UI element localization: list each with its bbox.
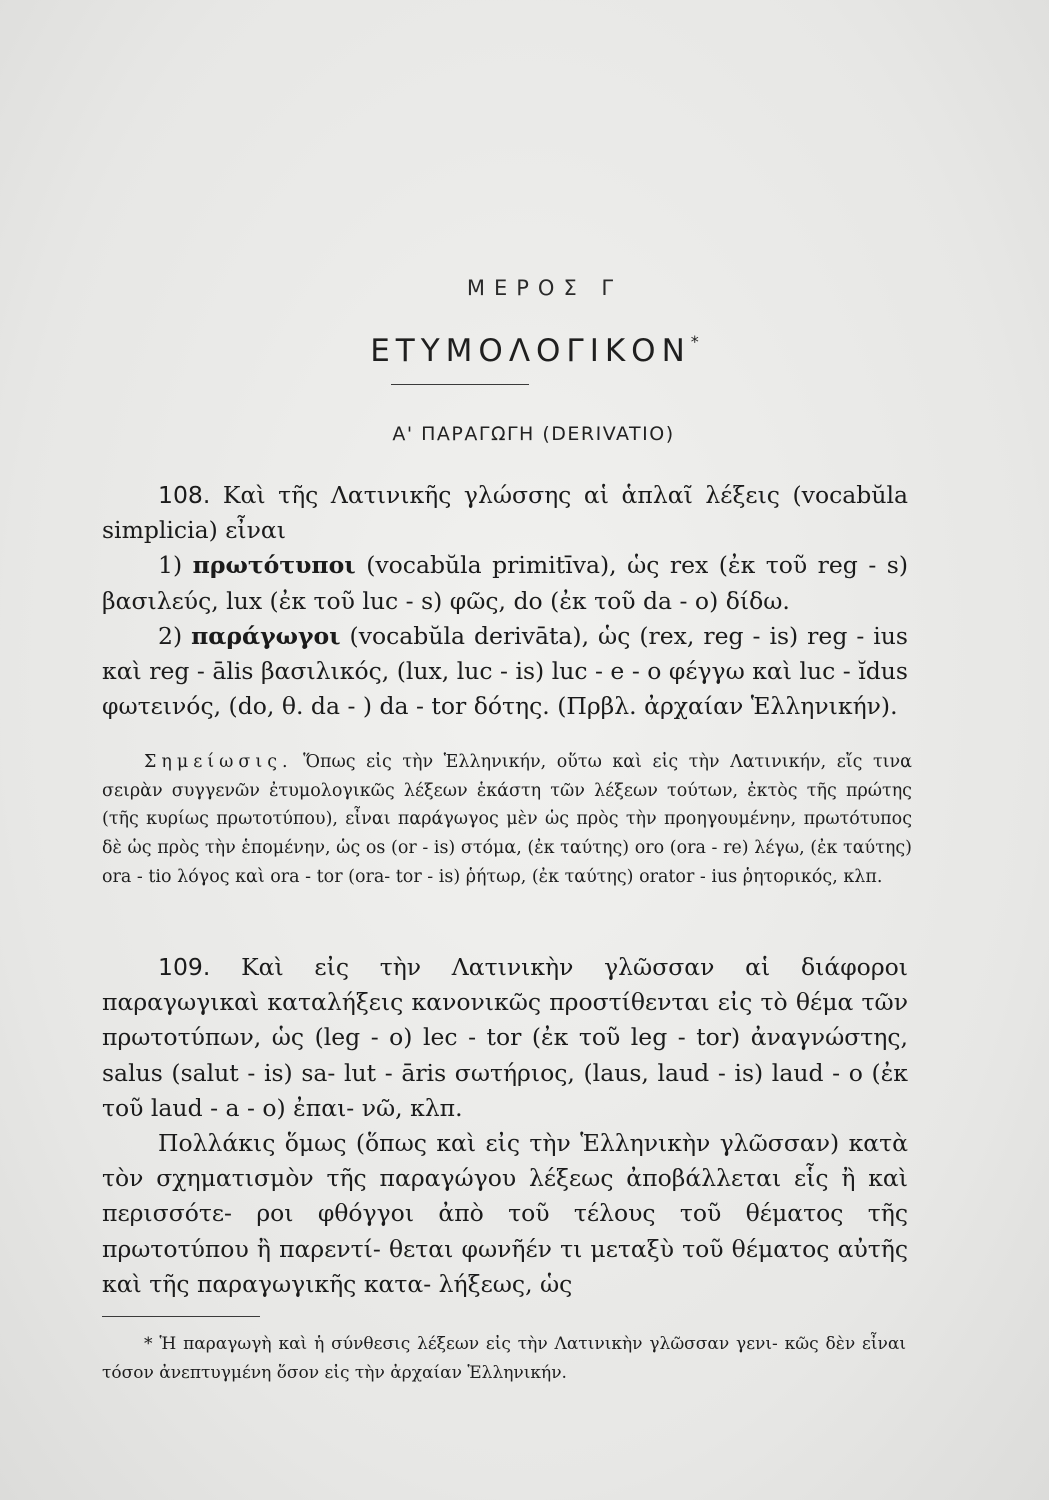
footnote-text: Ἡ παραγωγὴ καὶ ἡ σύνθεσις λέξεων εἰς τὴν Λατινικὴν γλῶσσαν γενι- κῶς δὲν εἶναι τόσον ἀνεπτυγμένη ὅσον εἰς τὴν ἀρχαίαν Ἑλληνικήν.: [102, 1334, 907, 1383]
section-number: 108.: [158, 481, 211, 509]
footnote-rule: [102, 1316, 260, 1317]
paragraph-text: Καὶ εἰς τὴν Λατινικὴν γλῶσσαν αἱ διάφοροι παραγωγικαὶ καταλήξεις κανονικῶς προστίθενται εἰς τὸ θέμα τῶν πρωτοτύπων, ὡς (leg - o) lec - tor (ἐκ τοῦ leg - tor) ἀναγνώστης, salus (salut - is) sa- lut - āris σωτήριος, (laus, laud - is) laud - o (ἐκ τοῦ laud - a - o) ἐπαι- νῶ, κλπ.: [102, 953, 908, 1122]
item-derivative: [102, 619, 908, 725]
section-109: [102, 950, 908, 1302]
chapter-title: [0, 332, 1049, 369]
remark-paragraph: [102, 748, 912, 892]
section-109-para-2: Πολλάκις ὅμως (ὅπως καὶ εἰς τὴν Ἑλληνικὴν γλῶσσαν) κατὰ τὸν σχηματισμὸν τῆς παραγώγου λέξεως ἀποβάλλεται εἷς ἢ καὶ περισσότε- ροι φθόγγοι ἀπὸ τοῦ τέλους τοῦ θέματος τῆς πρωτοτύπου ἢ παρεντί- θεται φωνῆέν τι μεταξὺ τοῦ θέματος αὐτῆς καὶ τῆς παραγωγικῆς κατα- λήξεως, ὡς: [102, 1129, 908, 1298]
item-number: 2): [158, 621, 183, 650]
section-number: 109.: [158, 953, 211, 981]
remark-text: Ὅπως εἰς τὴν Ἑλληνικήν, οὕτω καὶ εἰς τὴν Λατινικήν, εἴς τινα σειρὰν συγγενῶν ἐτυμολογικῶς λέξεων ἑκάστη τῶν λέξεων τούτων, ἐκτὸς τῆς πρώτης (τῆς κυρίως πρωτοτύπου), εἶναι παράγωγος μὲν ὡς πρὸς τὴν προηγουμένην, πρωτότυπος δὲ ὡς πρὸς τὴν ἑπομένην, ὡς os (or - is) στόμα, (ἐκ ταύτης) oro (ora - re) λέγω, (ἐκ ταύτης) ora - tio λόγος καὶ ora - tor (ora- tor - is) ῥήτωρ, (ἐκ ταύτης) orator - ius ῥητορικός, κλπ.: [102, 752, 912, 887]
footnote: [102, 1330, 906, 1388]
item-number: 1): [158, 551, 183, 580]
item-text: (vocabŭla primitīva), ὡς rex (ἐκ τοῦ reg - s) βασιλεύς, lux (ἐκ τοῦ luc - s) φῶς, do (ἐκ τοῦ da - o) δίδω.: [102, 551, 908, 615]
term-derivative: παράγωγοι: [191, 621, 341, 650]
intro-text: Καὶ τῆς Λατινικῆς γλώσσης αἱ ἁπλαῖ λέξεις (vocabŭla simplicia) εἶναι: [102, 481, 908, 545]
term-primitive: πρωτότυποι: [192, 551, 356, 580]
part-heading: ΜΕΡΟΣ Γ: [466, 276, 623, 300]
footnote-paragraph: [102, 1330, 906, 1388]
item-text: (vocabŭla derivāta), ὡς (rex, reg - is) reg - ius καὶ reg - ālis βασιλικός, (lux, luc - is) luc - e - o φέγγω καὶ luc - ĭdus φωτεινός, (do, θ. da - ) da - tor δότης. (Πρβλ. ἀρχαίαν Ἑλληνικήν).: [102, 621, 908, 721]
footnote-marker: *: [144, 1334, 153, 1354]
section-108: [102, 478, 908, 724]
remark-label: Σημείωσις.: [144, 752, 293, 772]
section-108-intro: [102, 478, 908, 548]
title-rule: [391, 384, 529, 385]
remark: [102, 748, 912, 892]
section-109-para-1: [102, 950, 908, 1126]
footnote-marker: *: [690, 332, 699, 351]
section-heading: Α' ΠΑΡΑΓΩΓΗ (DERIVATIO): [392, 423, 675, 445]
item-primitive: [102, 548, 908, 618]
chapter-title-text: ΕΤΥΜΟΛΟΓΙΚΟΝ: [370, 333, 691, 369]
